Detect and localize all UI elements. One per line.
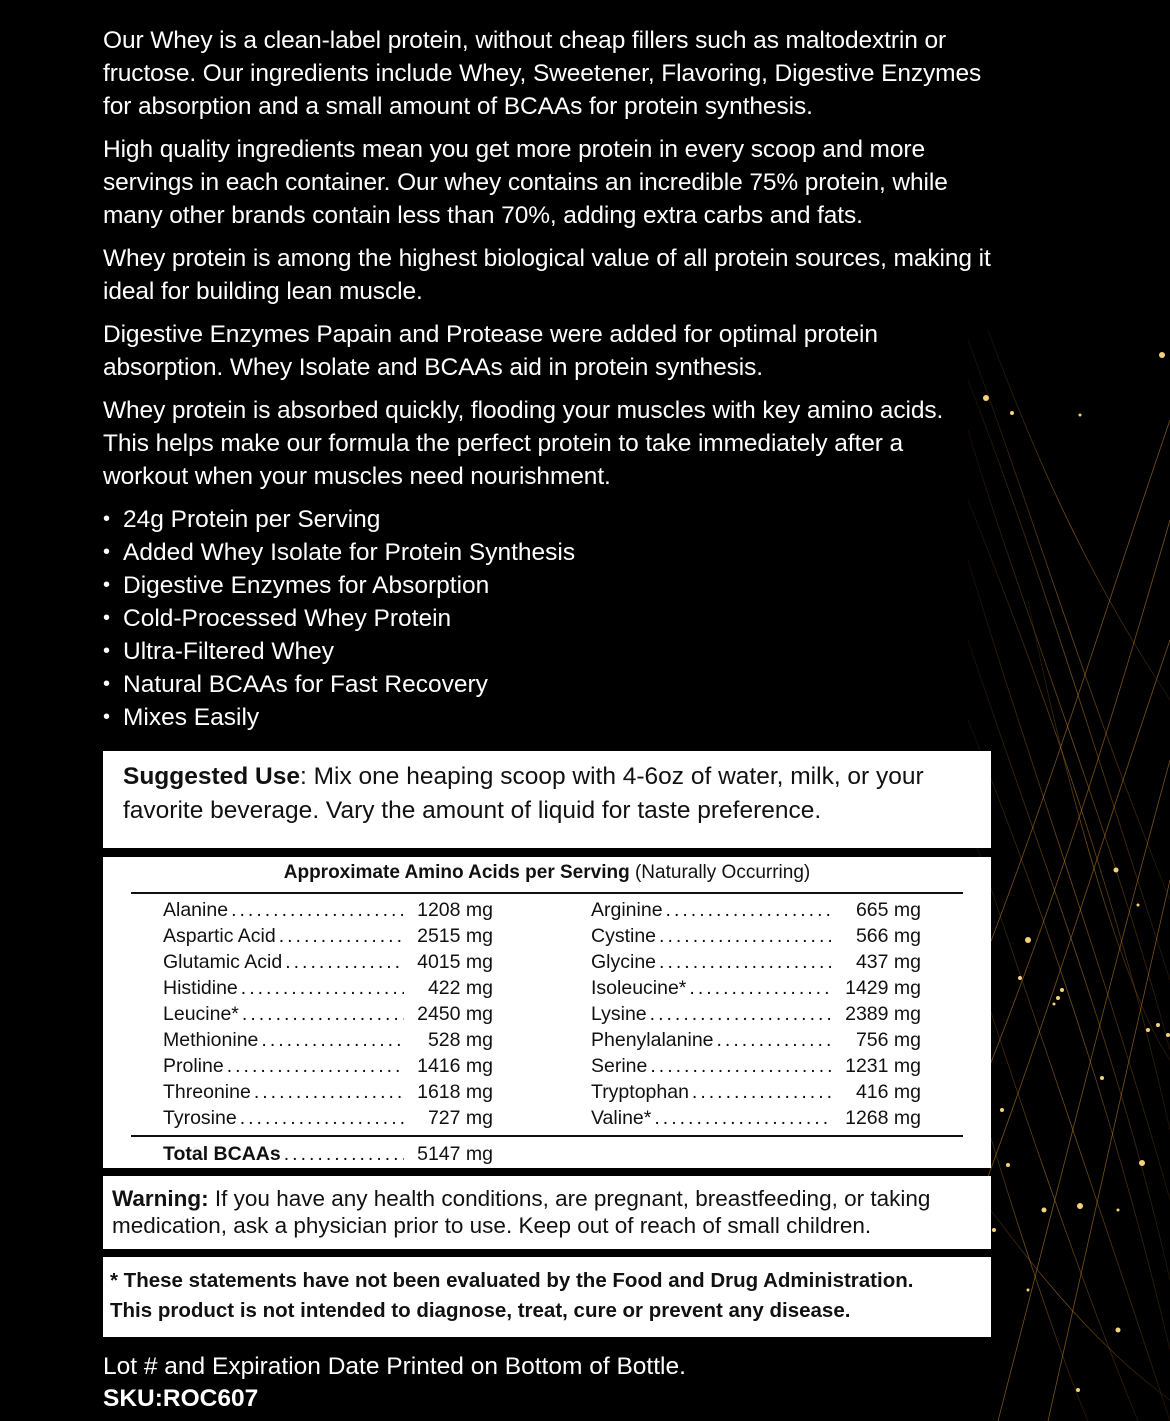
amino-row: Isoleucine* ..... 1429 mg (591, 975, 921, 1001)
fda-line-2: This product is not intended to diagnose, treat, cure or prevent any disease. (110, 1299, 851, 1322)
feature-item: • Ultra-Filtered Whey (103, 635, 993, 668)
amino-row: Lysine ..... 2389 mg (591, 1001, 921, 1027)
amino-row: Aspartic Acid ..... 2515 mg (163, 923, 493, 949)
amino-table-title (103, 862, 991, 884)
warning-box (103, 1176, 991, 1249)
description-section (103, 24, 993, 734)
amino-row: Alanine ..... 1208 mg (163, 897, 493, 923)
paragraph-quality: High quality ingredients mean you get more protein in every scoop and more servings in each container. Our whey contains an incredible 75% protein, while many other brands contain less than 70%, adding extra carbs and fats. (103, 136, 948, 229)
suggested-use-box (103, 751, 991, 848)
amino-row: Tryptophan ..... 416 mg (591, 1079, 921, 1105)
amino-column-right (591, 897, 921, 1131)
amino-title-bold: Approximate Amino Acids per Serving (283, 862, 630, 883)
feature-list (103, 503, 993, 734)
amino-acid-table (103, 857, 991, 1168)
amino-row: Phenylalanine ..... 756 mg (591, 1027, 921, 1053)
feature-item: • Digestive Enzymes for Absorption (103, 569, 993, 602)
fda-line-1: * These statements have not been evaluated by the Food and Drug Administration. (110, 1269, 914, 1292)
decorative-light-streaks (968, 0, 1170, 1421)
fda-disclaimer-box (103, 1257, 991, 1337)
amino-row: Threonine ..... 1618 mg (163, 1079, 493, 1105)
amino-row: Proline ..... 1416 mg (163, 1053, 493, 1079)
feature-item: • Mixes Easily (103, 701, 993, 734)
amino-column-left (163, 897, 493, 1131)
amino-row: Tyrosine ..... 727 mg (163, 1105, 493, 1131)
total-bcaas-label: Total BCAAs (163, 1143, 281, 1165)
suggested-use-text: : Mix one heaping scoop with 4-6oz of water, milk, or your favorite beverage. Vary the amount of liquid for taste preference. (123, 763, 924, 824)
amino-row: Glycine ..... 437 mg (591, 949, 921, 975)
suggested-use-label: Suggested Use (123, 763, 300, 790)
amino-row: Histidine ..... 422 mg (163, 975, 493, 1001)
sku-label: SKU:ROC607 (103, 1385, 259, 1412)
amino-row: Leucine* ..... 2450 mg (163, 1001, 493, 1027)
feature-item: • Natural BCAAs for Fast Recovery (103, 668, 993, 701)
total-bcaas-value: 5147 mg (417, 1143, 493, 1165)
feature-item: • Added Whey Isolate for Protein Synthesis (103, 536, 993, 569)
amino-row: Serine ..... 1231 mg (591, 1053, 921, 1079)
amino-row: Arginine ..... 665 mg (591, 897, 921, 923)
amino-row: Methionine ..... 528 mg (163, 1027, 493, 1053)
warning-label: Warning: (112, 1186, 209, 1211)
lot-expiration-note: Lot # and Expiration Date Printed on Bottom of Bottle. (103, 1353, 686, 1380)
amino-title-sub: (Naturally Occurring) (629, 862, 811, 883)
paragraph-clean-label: Our Whey is a clean-label protein, without cheap fillers such as maltodextrin or fructose. Our ingredients include Whey, Sweetener, Flavoring, Digestive Enzymes for absorption and a small amount of BCAAs for protein synthesis. (103, 27, 982, 120)
warning-text: If you have any health conditions, are pregnant, breastfeeding, or taking medication, ask a physician prior to use. Keep out of reach of small children. (112, 1186, 931, 1238)
amino-row: Glutamic Acid ..... 4015 mg (163, 949, 493, 975)
amino-row: Cystine ..... 566 mg (591, 923, 921, 949)
table-rule-top (131, 892, 963, 894)
paragraph-enzymes: Digestive Enzymes Papain and Protease were added for optimal protein absorption. Whey Isolate and BCAAs aid in protein synthesis. (103, 321, 878, 381)
feature-item: • Cold-Processed Whey Protein (103, 602, 993, 635)
paragraph-biological-value: Whey protein is among the highest biological value of all protein sources, making it ideal for building lean muscle. (103, 245, 991, 305)
amino-row: Valine* ..... 1268 mg (591, 1105, 921, 1131)
paragraph-absorption: Whey protein is absorbed quickly, flooding your muscles with key amino acids. This helps make our formula the perfect protein to take immediately after a workout when your muscles need nourishment. (103, 397, 944, 490)
total-bcaas-row (163, 1141, 493, 1167)
table-rule-bottom (131, 1135, 963, 1137)
feature-item: • 24g Protein per Serving (103, 503, 993, 536)
